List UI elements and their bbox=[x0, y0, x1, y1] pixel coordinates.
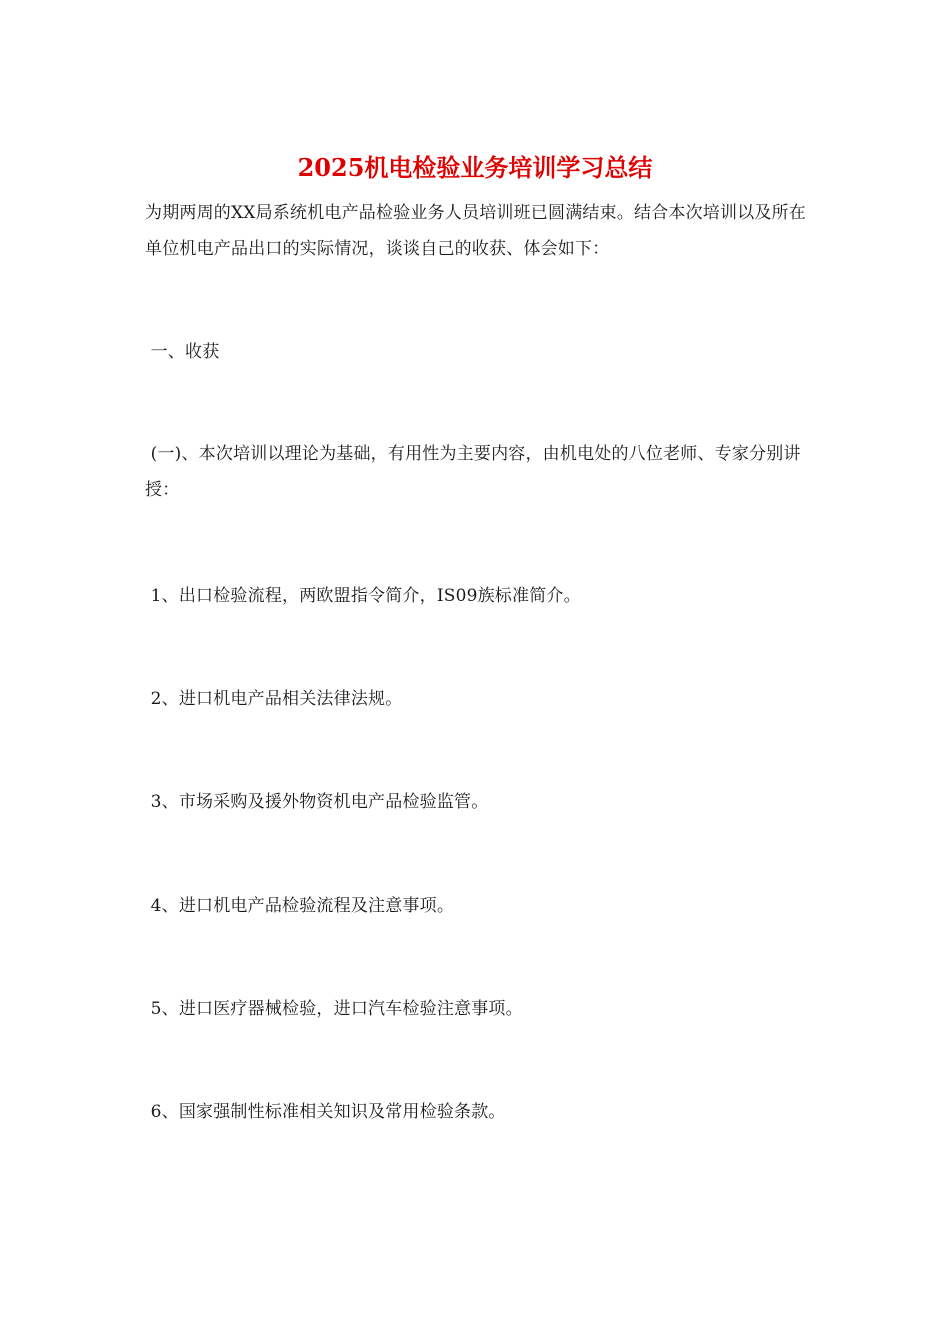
document-title: 2025机电检验业务培训学习总结 bbox=[297, 153, 653, 182]
list-item: 2、进口机电产品相关法律法规。 bbox=[145, 689, 403, 709]
list-item: 1、出口检验流程，两欧盟指令简介，IS09族标准简介。 bbox=[145, 586, 581, 606]
list-item: 4、进口机电产品检验流程及注意事项。 bbox=[145, 896, 455, 916]
subsection-paragraph: (一)、本次培训以理论为基础，有用性为主要内容，由机电处的八位老师、专家分别讲授： bbox=[145, 444, 801, 500]
list-item: 6、国家强制性标准相关知识及常用检验条款。 bbox=[145, 1102, 506, 1122]
list-item: 5、进口医疗器械检验，进口汽车检验注意事项。 bbox=[145, 999, 523, 1019]
list-item: 3、市场采购及援外物资机电产品检验监管。 bbox=[145, 792, 489, 812]
intro-paragraph: 为期两周的XX局系统机电产品检验业务人员培训班已圆满结束。结合本次培训以及所在单位机电产品出口的实际情况，谈谈自己的收获、体会如下： bbox=[145, 203, 807, 259]
section-heading: 一、收获 bbox=[145, 342, 220, 362]
